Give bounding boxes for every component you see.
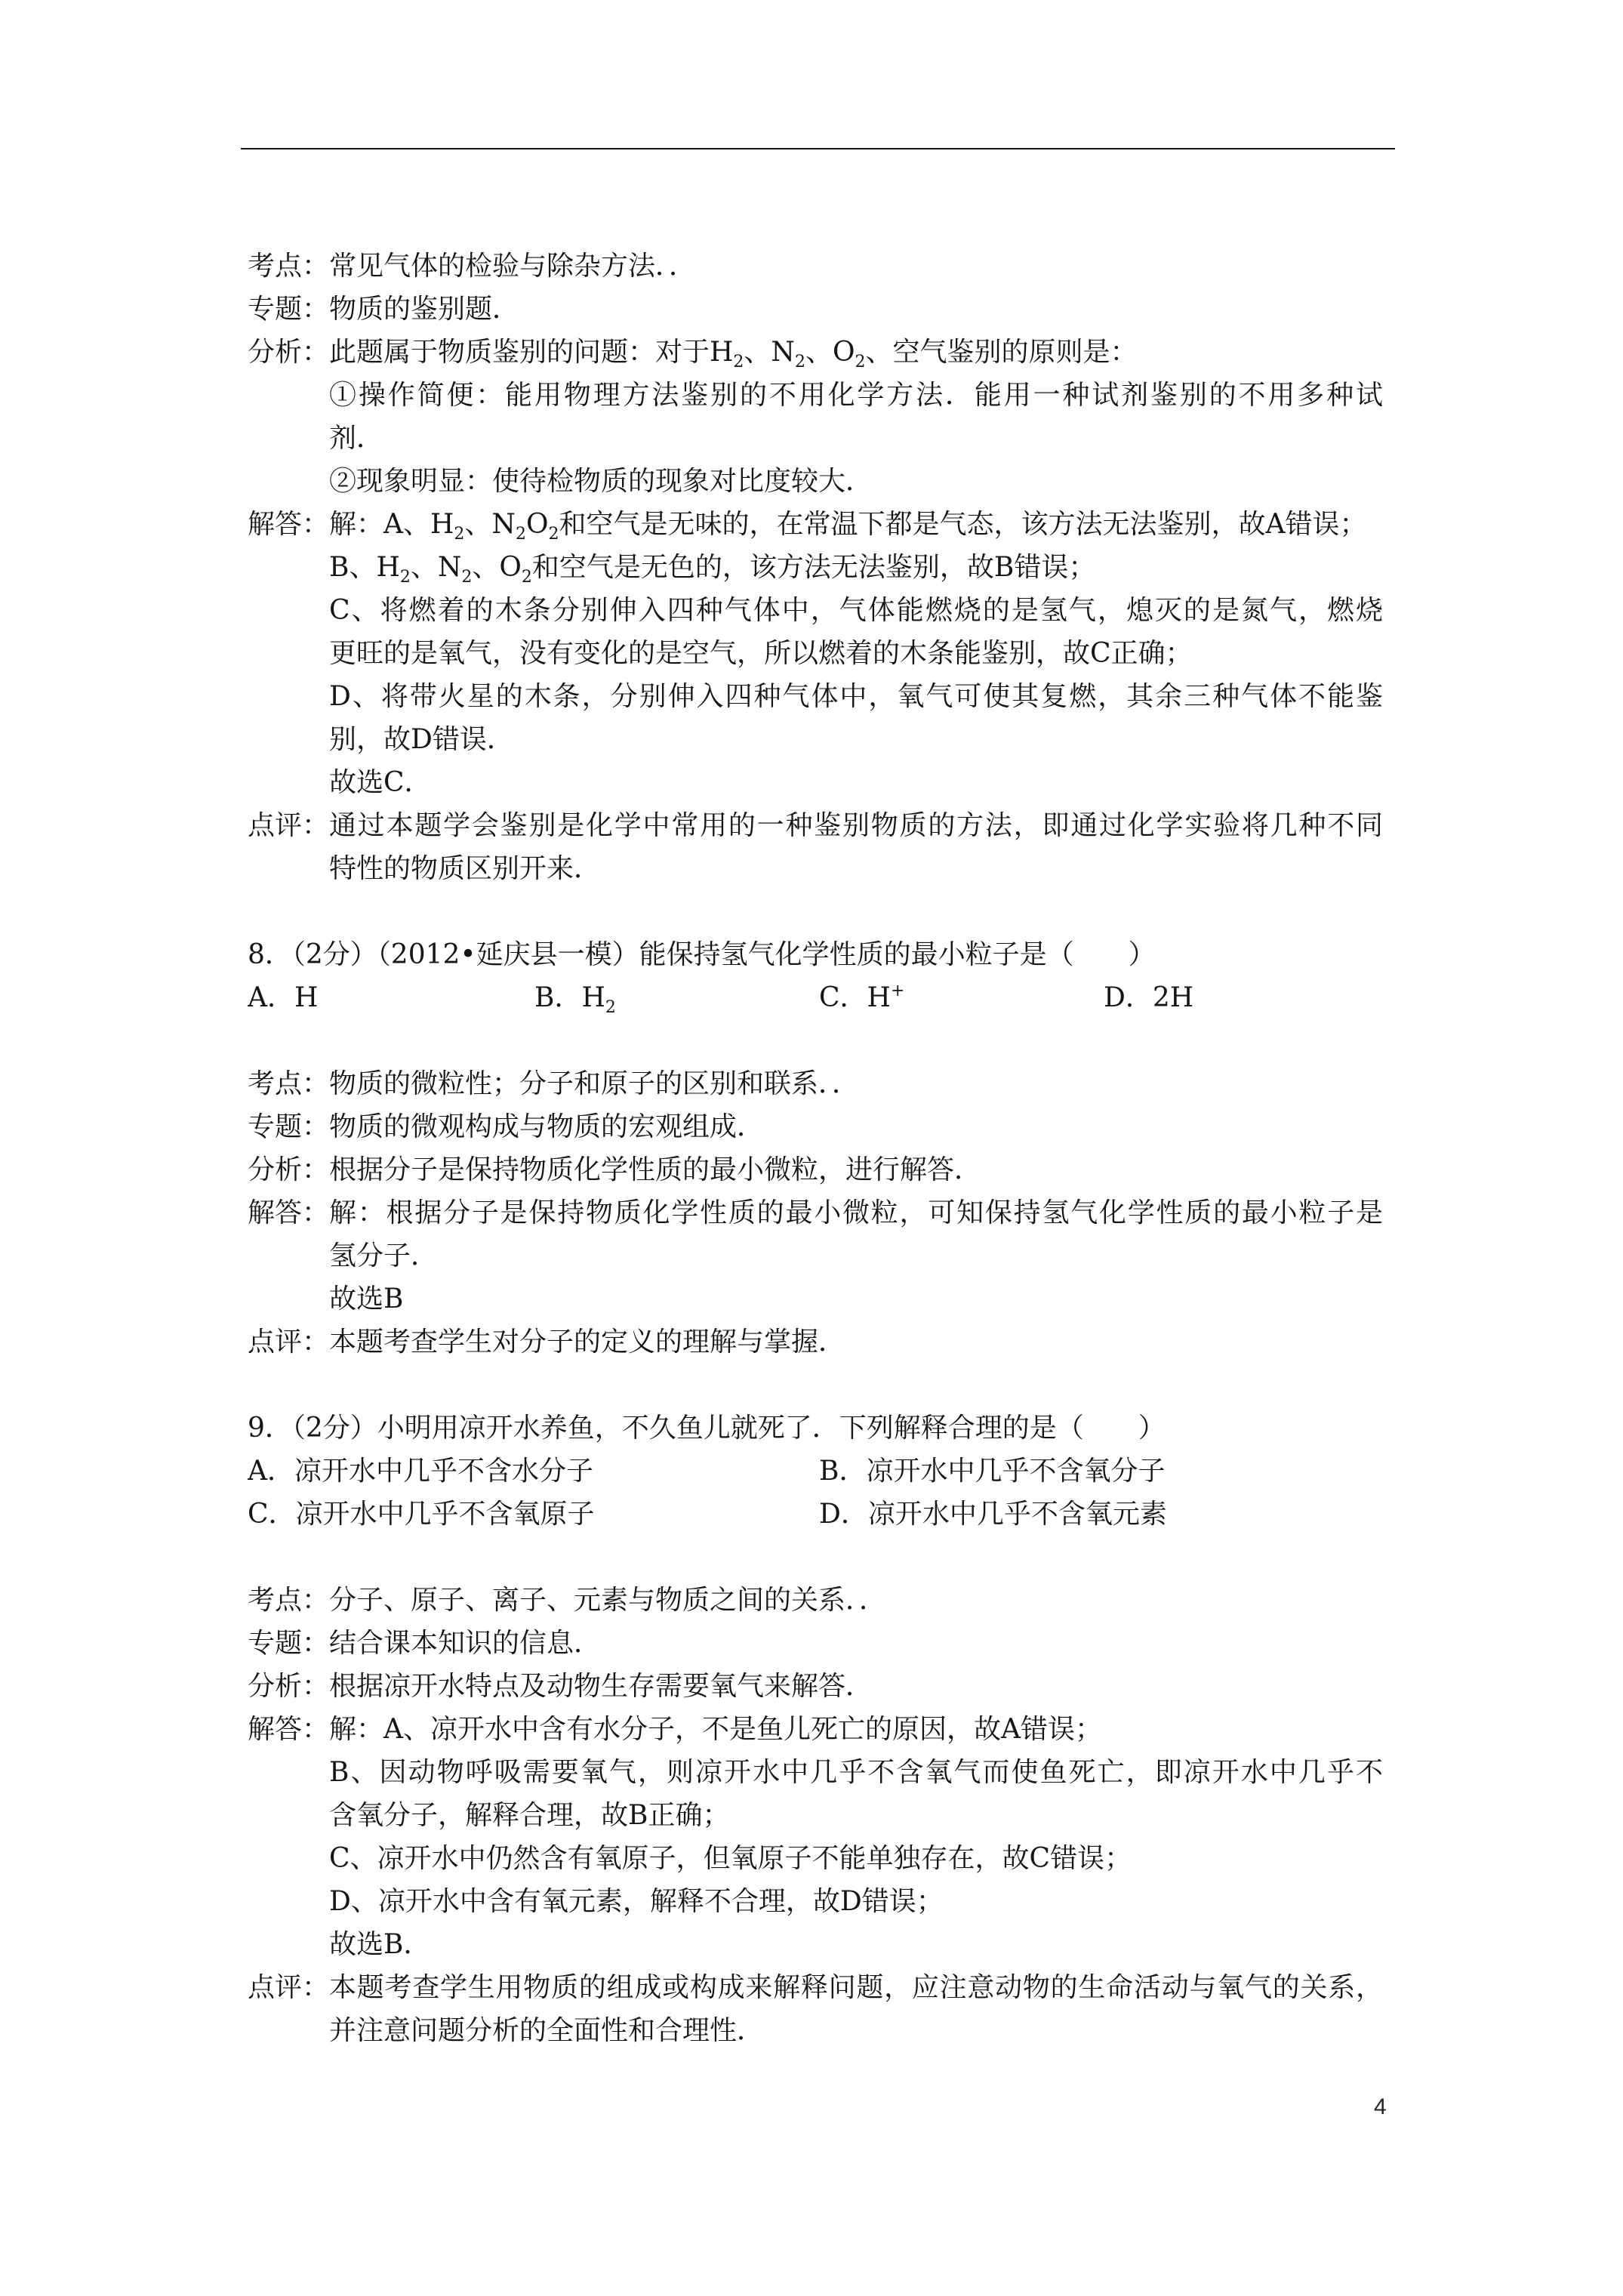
text-line [329, 804, 1383, 847]
text-run: 、空气鉴别的原则是： [865, 337, 1138, 368]
text-line [329, 460, 1383, 503]
text-run: A．凉开水中几乎不含水分子 [248, 1456, 593, 1487]
text-run: C．凉开水中几乎不含氧原子 [248, 1499, 595, 1530]
analysis-label: 分析： [248, 337, 330, 368]
text-run: 此题属于物质鉴别的问题：对于H [329, 337, 734, 368]
key-point-content [329, 1579, 1383, 1622]
comment-label: 点评： [248, 1327, 330, 1358]
analysis-content [329, 1148, 1383, 1191]
solution-row [248, 1191, 1383, 1321]
option-a [248, 976, 534, 1019]
subscript: 2 [515, 525, 526, 544]
question-8 [248, 933, 1383, 1019]
analysis-label: 分析： [248, 1154, 330, 1185]
paragraph [329, 460, 1383, 503]
text-line [329, 1234, 1383, 1277]
comment-label: 点评： [248, 1972, 330, 2003]
text-run: ②现象明显：使待检物质的现象对比度较大． [329, 466, 873, 497]
text-line [329, 1622, 1383, 1665]
text-run: 、O [472, 552, 522, 583]
text-run: 8．（2分）（2012•延庆县一模）能保持氢气化学性质的最小粒子是（ ） [248, 939, 1156, 970]
key-point-label: 考点： [248, 1585, 330, 1616]
text-line [329, 288, 1383, 331]
text-run: 物质的鉴别题． [329, 294, 520, 325]
paragraph [329, 1708, 1383, 1751]
paragraph [329, 1837, 1383, 1880]
header-rule [241, 148, 1395, 149]
text-line [329, 1062, 1383, 1105]
text-run: 物质的微粒性；分子和原子的区别和联系．． [329, 1068, 860, 1099]
analysis-row [248, 1665, 1383, 1708]
text-line [329, 1191, 1383, 1234]
text-line [329, 589, 1383, 632]
text-run: O [525, 509, 549, 540]
text-run: 解：A、H [329, 509, 454, 540]
paragraph [329, 675, 1383, 761]
paragraph [329, 589, 1383, 675]
paragraph [329, 245, 1383, 288]
paragraph [329, 1105, 1383, 1148]
text-run: D．凉开水中几乎不含氧元素 [819, 1499, 1167, 1530]
text-run: 解：根据分子是保持物质化学性质的最小微粒，可知保持氢气化学性质的最小粒子是 [329, 1197, 1383, 1228]
page-number: 4 [1374, 2094, 1387, 2119]
paragraph [329, 804, 1383, 890]
text-line [329, 1794, 1383, 1837]
text-line [329, 1105, 1383, 1148]
text-run: 并注意问题分析的全面性和合理性． [329, 2015, 765, 2046]
topic-content [329, 1105, 1383, 1148]
text-run: 、N [410, 552, 462, 583]
comment-content [329, 1321, 1383, 1364]
comment-content [329, 804, 1383, 890]
key-point-row [248, 1062, 1383, 1105]
text-run: 9．（2分）小明用凉开水养鱼，不久鱼儿就死了．下列解释合理的是（ ） [248, 1413, 1166, 1444]
text-run: 、N [464, 509, 516, 540]
page-content [248, 245, 1383, 2052]
paragraph [329, 1665, 1383, 1708]
text-run: C、将燃着的木条分别伸入四种气体中，气体能燃烧的是氢气，熄灭的是氮气，燃烧 [329, 595, 1383, 626]
question-9 [248, 1407, 1383, 1536]
option-b [819, 1450, 1383, 1493]
text-run: 本题考查学生对分子的定义的理解与掌握． [329, 1327, 846, 1358]
text-run: C．H [819, 982, 891, 1013]
topic-row [248, 1622, 1383, 1665]
text-line [329, 847, 1383, 890]
paragraph [329, 761, 1383, 804]
text-run: 、O [805, 337, 855, 368]
paragraph [329, 546, 1383, 589]
text-line [329, 632, 1383, 675]
solution-label: 解答： [248, 509, 330, 540]
text-line [329, 417, 1383, 460]
text-line [329, 1837, 1383, 1880]
paragraph [329, 1622, 1383, 1665]
paragraph [329, 288, 1383, 331]
text-line [329, 503, 1383, 546]
subscript: 2 [794, 353, 805, 371]
text-line [329, 1751, 1383, 1794]
answer-analysis-question-9 [248, 1579, 1383, 2052]
topic-content [329, 288, 1383, 331]
paragraph [329, 1148, 1383, 1191]
text-run: 别，故D错误． [329, 724, 514, 755]
solution-label: 解答： [248, 1714, 330, 1745]
analysis-row [248, 331, 1383, 503]
text-run: D、将带火星的木条，分别伸入四种气体中，氧气可使其复燃，其余三种气体不能鉴 [329, 681, 1383, 712]
key-point-label: 考点： [248, 1068, 330, 1099]
superscript: + [890, 982, 905, 1000]
text-line [329, 331, 1383, 374]
text-line [329, 374, 1383, 417]
comment-row [248, 1966, 1383, 2052]
solution-row [248, 1708, 1383, 1966]
subscript: 2 [548, 525, 559, 544]
text-run: 剂． [329, 423, 384, 454]
text-line [329, 1148, 1383, 1191]
option-b [534, 976, 819, 1019]
options-list [248, 976, 1383, 1019]
answer-analysis-question-8 [248, 1062, 1383, 1364]
text-line [329, 1579, 1383, 1622]
text-run: 更旺的是氧气，没有变化的是空气，所以燃着的木条能鉴别，故C正确； [329, 638, 1193, 669]
topic-label: 专题： [248, 1628, 330, 1659]
comment-row [248, 804, 1383, 890]
paragraph [329, 1321, 1383, 1364]
paragraph [329, 1966, 1383, 2052]
text-run: ①操作简便：能用物理方法鉴别的不用化学方法．能用一种试剂鉴别的不用多种试 [329, 380, 1383, 411]
option-d [819, 1493, 1383, 1536]
options-list [248, 1450, 1383, 1536]
key-point-content [329, 245, 1383, 288]
paragraph [329, 374, 1383, 460]
subscript: 2 [454, 525, 465, 544]
text-run: C、凉开水中仍然含有氧原子，但氧原子不能单独存在，故C错误； [329, 1843, 1132, 1874]
subscript: 2 [399, 568, 411, 587]
text-line [329, 1966, 1383, 2009]
solution-content [329, 1191, 1383, 1321]
option-c [248, 1493, 819, 1536]
paragraph [329, 1923, 1383, 1966]
text-run: 故选B [329, 1284, 404, 1314]
answer-analysis-previous-question [248, 245, 1383, 890]
subscript: 2 [855, 353, 866, 371]
subscript: 2 [605, 998, 616, 1017]
text-run: 故选B． [329, 1929, 431, 1960]
question-stem [248, 1407, 1383, 1450]
text-line [329, 1321, 1383, 1364]
text-run: D．2H [1104, 982, 1194, 1013]
paragraph [329, 1277, 1383, 1321]
subscript: 2 [733, 353, 744, 371]
text-run: 物质的微观构成与物质的宏观组成． [329, 1111, 765, 1142]
text-run: 根据凉开水特点及动物生存需要氧气来解答． [329, 1671, 873, 1702]
text-run: 和空气是无味的，在常温下都是气态，该方法无法鉴别，故A错误； [559, 509, 1367, 540]
text-run: 、N [744, 337, 795, 368]
paragraph [329, 1880, 1383, 1923]
text-run: 结合课本知识的信息． [329, 1628, 602, 1659]
paragraph [329, 503, 1383, 546]
paragraph [329, 1751, 1383, 1837]
solution-content [329, 1708, 1383, 1966]
paragraph [329, 1579, 1383, 1622]
text-line [329, 2009, 1383, 2052]
text-run: 故选C． [329, 767, 432, 798]
text-line [329, 1880, 1383, 1923]
question-stem [248, 933, 1383, 976]
text-run: D、凉开水中含有氧元素，解释不合理，故D错误； [329, 1886, 944, 1917]
text-run: B．凉开水中几乎不含氧分子 [819, 1456, 1166, 1487]
text-run: 特性的物质区别开来． [329, 853, 602, 884]
text-run: A．H [248, 982, 319, 1013]
topic-label: 专题： [248, 294, 330, 325]
option-d [1104, 976, 1383, 1019]
subscript: 2 [521, 568, 532, 587]
text-run: 常见气体的检验与除杂方法．． [329, 251, 697, 282]
text-run: B、因动物呼吸需要氧气，则凉开水中几乎不含氧气而使鱼死亡，即凉开水中几乎不 [329, 1757, 1383, 1788]
analysis-row [248, 1148, 1383, 1191]
analysis-label: 分析： [248, 1671, 330, 1702]
topic-row [248, 1105, 1383, 1148]
option-c [819, 976, 1104, 1019]
paragraph [329, 331, 1383, 374]
text-run: B、H [329, 552, 400, 583]
text-line [329, 1708, 1383, 1751]
analysis-content [329, 331, 1383, 503]
key-point-row [248, 1579, 1383, 1622]
text-run: 氢分子． [329, 1240, 439, 1271]
text-run: 本题考查学生用物质的组成或构成来解释问题，应注意动物的生命活动与氧气的关系， [329, 1972, 1383, 2003]
topic-label: 专题： [248, 1111, 330, 1142]
text-line [329, 675, 1383, 718]
text-line [329, 761, 1383, 804]
text-run: 根据分子是保持物质化学性质的最小微粒，进行解答． [329, 1154, 982, 1185]
option-a [248, 1450, 819, 1493]
topic-content [329, 1622, 1383, 1665]
solution-content [329, 503, 1383, 804]
key-point-content [329, 1062, 1383, 1105]
key-point-label: 考点： [248, 251, 330, 282]
comment-content [329, 1966, 1383, 2052]
subscript: 2 [461, 568, 473, 587]
text-run: 解：A、凉开水中含有水分子，不是鱼儿死亡的原因，故A错误； [329, 1714, 1103, 1745]
analysis-content [329, 1665, 1383, 1708]
text-line [329, 1665, 1383, 1708]
solution-row [248, 503, 1383, 804]
text-line [329, 1923, 1383, 1966]
text-line [329, 718, 1383, 761]
text-run: 和空气是无色的，该方法无法鉴别，故B错误； [531, 552, 1096, 583]
solution-label: 解答： [248, 1197, 330, 1228]
text-line [329, 1277, 1383, 1321]
text-run: B．H [534, 982, 605, 1013]
text-run: 含氧分子，解释合理，故B正确； [329, 1800, 730, 1831]
key-point-row [248, 245, 1383, 288]
text-line [329, 546, 1383, 589]
topic-row [248, 288, 1383, 331]
text-run: 通过本题学会鉴别是化学中常用的一种鉴别物质的方法，即通过化学实验将几种不同 [329, 810, 1383, 841]
paragraph [329, 1191, 1383, 1277]
text-line [329, 245, 1383, 288]
paragraph [329, 1062, 1383, 1105]
comment-row [248, 1321, 1383, 1364]
comment-label: 点评： [248, 810, 330, 841]
text-run: 分子、原子、离子、元素与物质之间的关系．． [329, 1585, 887, 1616]
